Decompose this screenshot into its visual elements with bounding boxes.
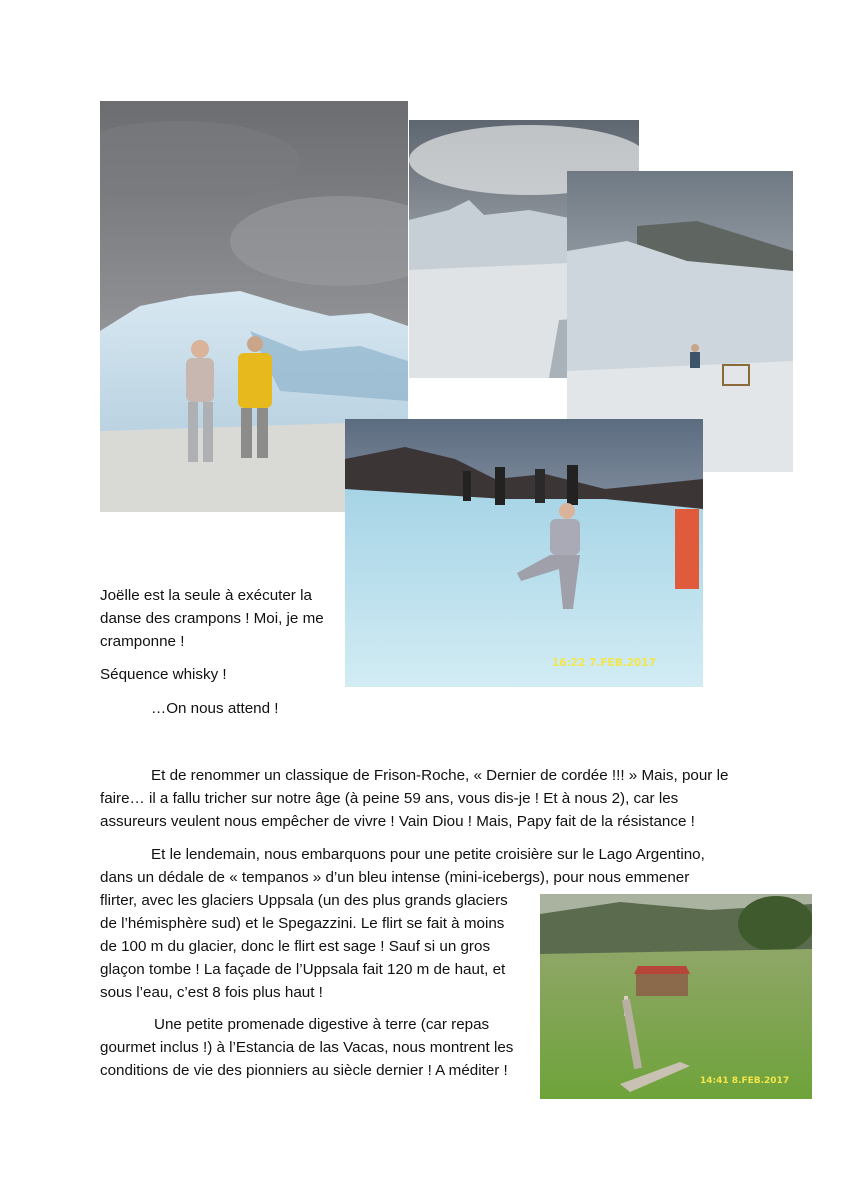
paragraph-estancia bbox=[100, 1013, 513, 1082]
paragraph-frison-roche bbox=[100, 764, 728, 833]
paragraph-line: faire… il a fallu tricher sur notre âge (à peine 59 ans, vous dis-je ! Et à nous 2), car les bbox=[100, 790, 679, 807]
estancia-timestamp: 14:41 8.FEB.2017 bbox=[700, 1076, 790, 1086]
caption-crampons bbox=[100, 584, 324, 653]
paragraph-line: gourmet inclus !) à l’Estancia de las Vacas, nous montrent les bbox=[100, 1039, 514, 1056]
photo-crampon-dance bbox=[345, 419, 703, 687]
paragraph-line: Et de renommer un classique de Frison-Roche, « Dernier de cordée !!! » Mais, pour le bbox=[151, 767, 729, 784]
paragraph-line: de 100 m du glacier, donc le flirt est sage ! Sauf si un gros bbox=[100, 938, 491, 955]
paragraph-line: glaçon tombe ! La façade de l’Uppsala fait 120 m de haut, et bbox=[100, 961, 506, 978]
paragraph-line: assureurs veulent nous empêcher de vivre ! Vain Diou ! Mais, Papy fait de la résistance ! bbox=[100, 813, 695, 830]
paragraph-line: conditions de vie des pionniers au siècle dernier ! A méditer ! bbox=[100, 1062, 508, 1079]
paragraph-line: sous l’eau, c’est 8 fois plus haut ! bbox=[100, 984, 323, 1001]
caption-line: danse des crampons ! Moi, je me bbox=[100, 610, 324, 627]
paragraph-lago-argentino bbox=[100, 843, 705, 1004]
paragraph-line: Une petite promenade digestive à terre (car repas bbox=[154, 1016, 490, 1033]
paragraph-line: de l’hémisphère sud) et le Spegazzini. Le flirt se fait à moins bbox=[100, 915, 505, 932]
caption-whisky: Séquence whisky ! bbox=[100, 666, 227, 683]
caption-line: Joëlle est la seule à exécuter la bbox=[100, 587, 312, 604]
paragraph-line: Et le lendemain, nous embarquons pour une petite croisière sur le Lago Argentino, bbox=[151, 846, 705, 863]
crampon-dance-timestamp: 16:22 7.FEB.2017 bbox=[552, 657, 656, 669]
paragraph-line: dans un dédale de « tempanos » d’un bleu intense (mini-icebergs), pour nous emmener bbox=[100, 869, 690, 886]
paragraph-line: flirter, avec les glaciers Uppsala (un des plus grands glaciers bbox=[100, 892, 508, 909]
caption-waiting: …On nous attend ! bbox=[151, 700, 279, 717]
caption-line: cramponne ! bbox=[100, 633, 185, 650]
